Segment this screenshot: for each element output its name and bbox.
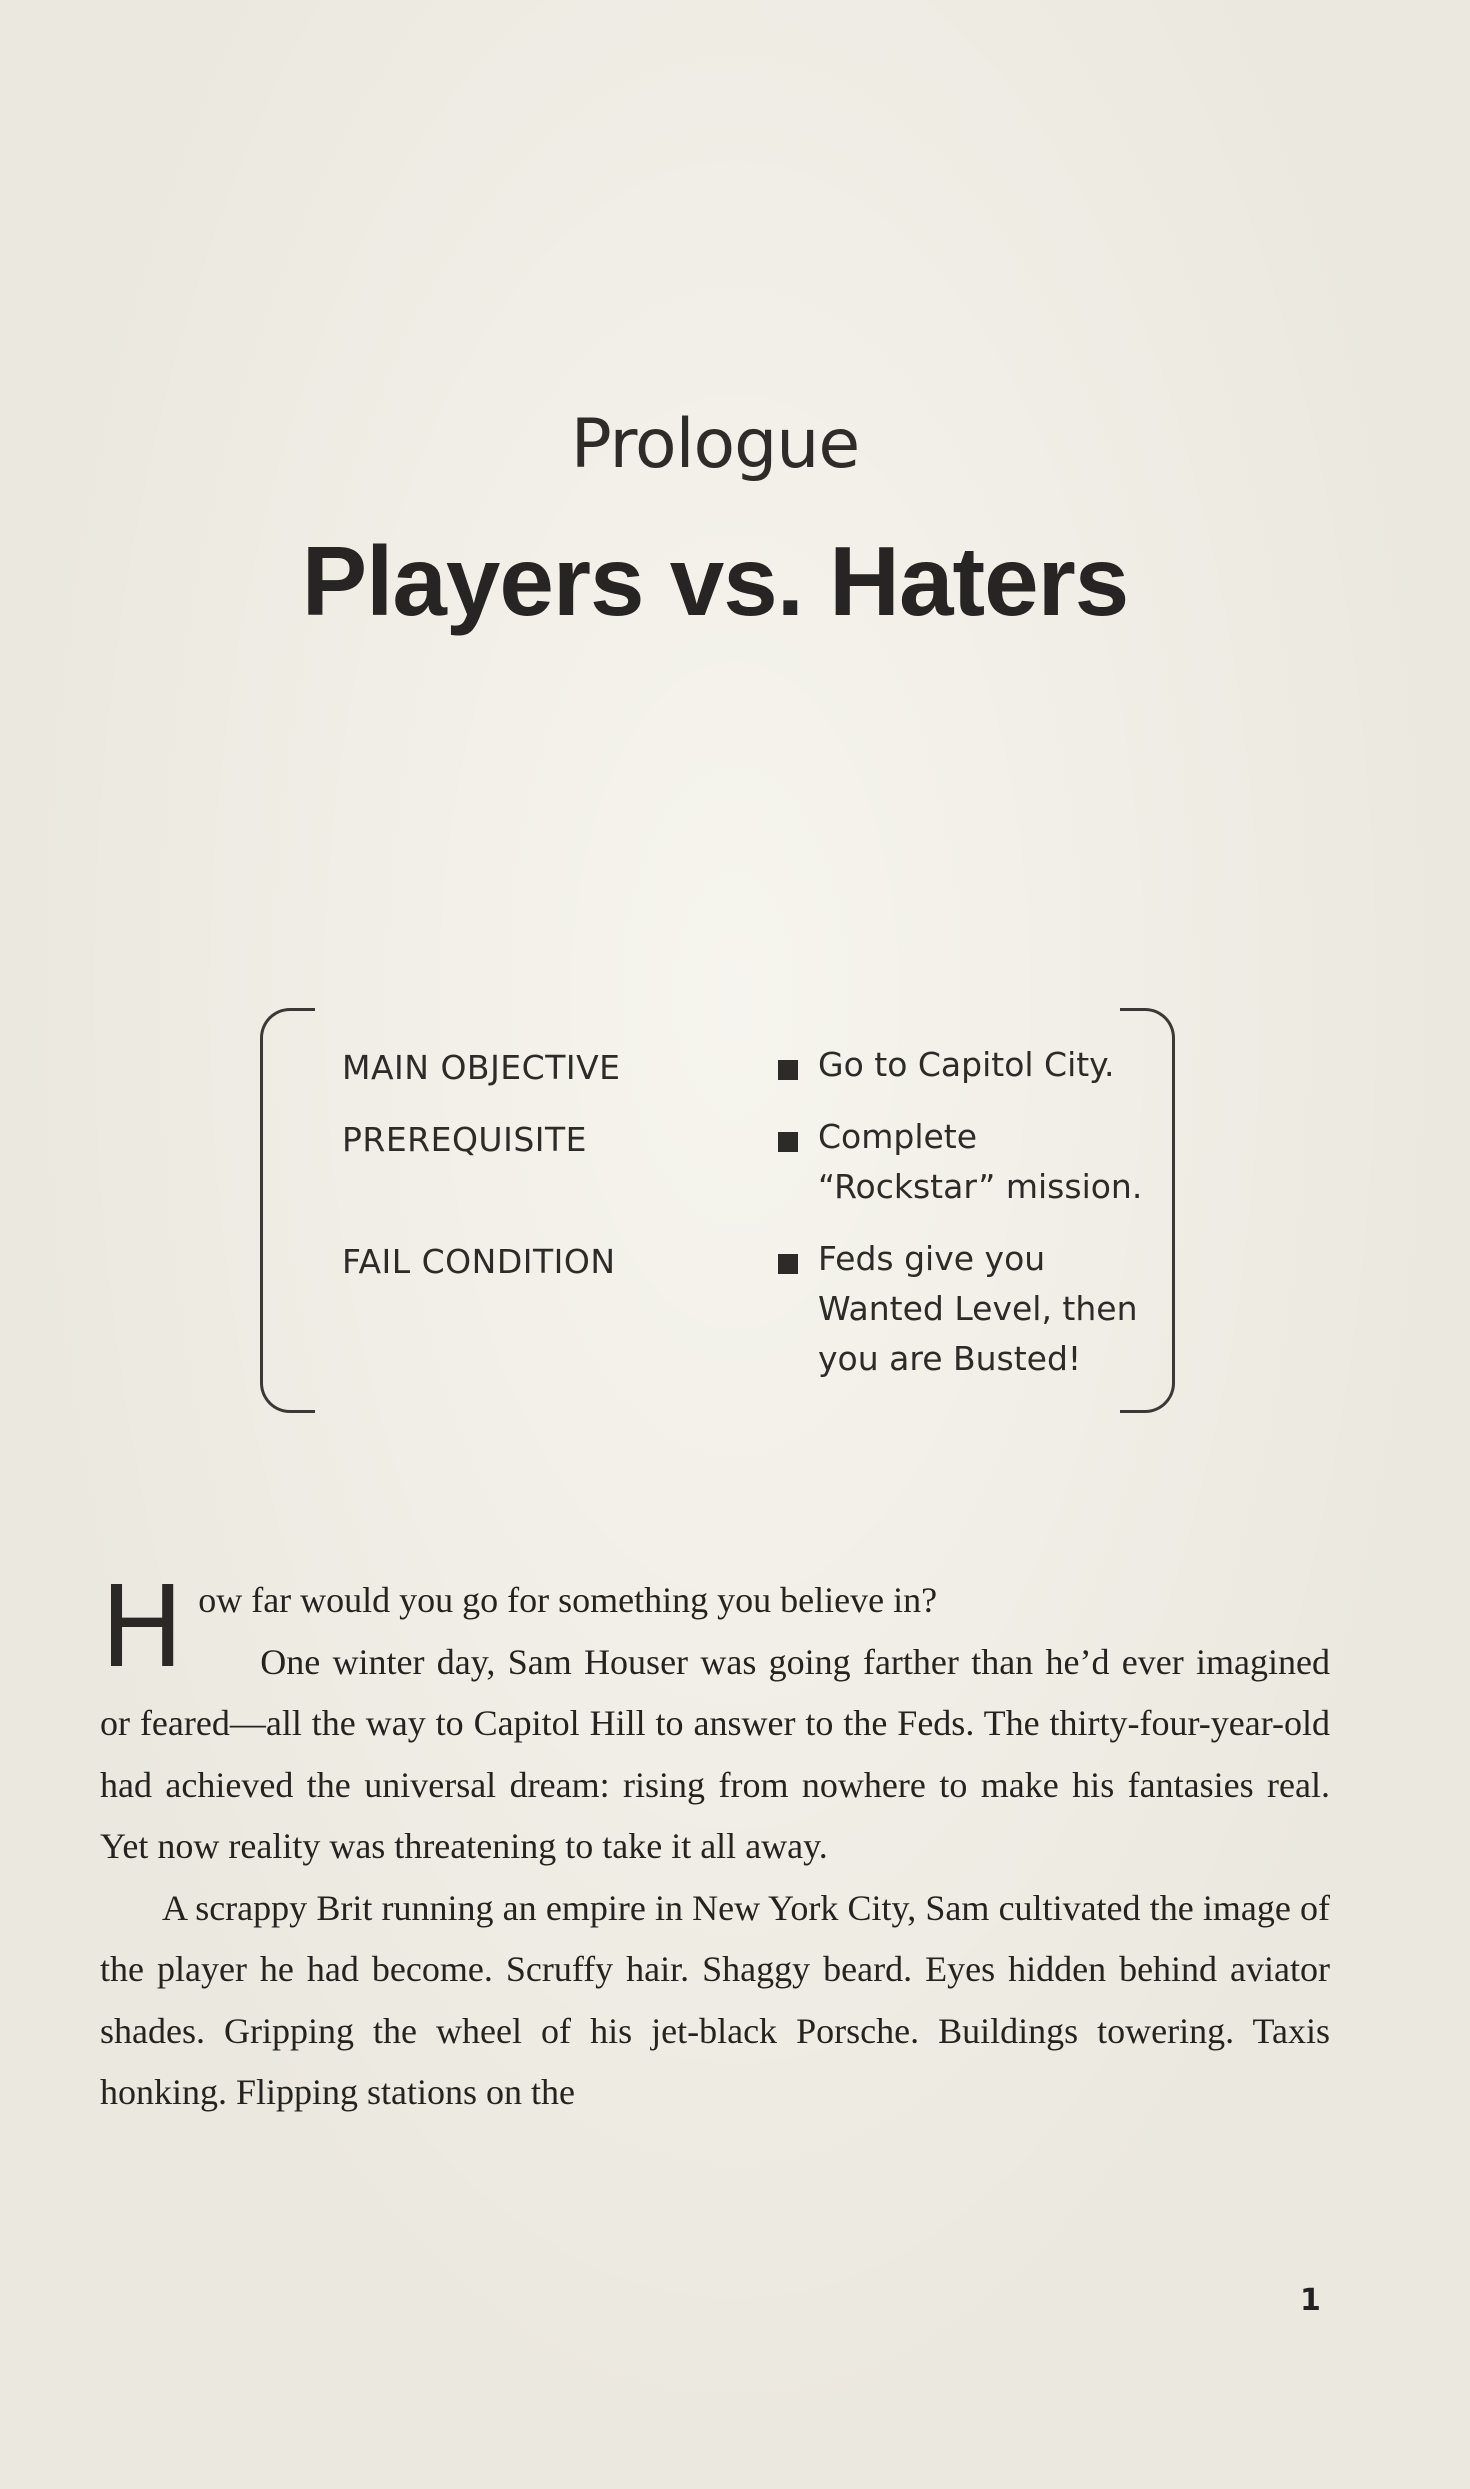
page-number: 1: [1300, 2283, 1321, 2318]
objective-value: Feds give you Wanted Level, then you are Busted!: [818, 1239, 1138, 1378]
square-bullet-icon: [778, 1132, 798, 1152]
square-bullet-icon: [778, 1060, 798, 1080]
paragraph: [100, 1563, 1330, 1693]
drop-cap: H: [100, 1563, 185, 1693]
paragraph: One winter day, Sam Houser was going farther than he’d ever imagined or feared—all the way to Capitol Hill to answer to the Feds. The thirty-four-year-old had achieved the universal dream: rising from nowhere to make his fantasies real. Yet now reality was threatening to take it all away.: [100, 1641, 1330, 1866]
objective-key: PREREQUISITE: [342, 1120, 588, 1159]
objective-key: MAIN OBJECTIVE: [342, 1048, 621, 1087]
paragraph: A scrappy Brit running an empire in New York City, Sam cultivated the image of the player he had become. Scruffy hair. Shaggy beard. Eyes hidden behind aviator shades. Gripping the wheel of his jet-black Porsche. Buildings towering. Taxis honking. Flipping stations on the: [100, 1887, 1330, 2112]
body-text: [100, 1563, 1330, 2124]
objective-value: Complete “Rockstar” mission.: [818, 1117, 1143, 1206]
square-bullet-icon: [778, 1254, 798, 1274]
chapter-title: Players vs. Haters: [301, 526, 1129, 636]
paragraph-text: ow far would you go for something you believe in?: [198, 1580, 938, 1620]
chapter-label: Prologue: [570, 405, 860, 484]
left-bracket: [260, 1008, 315, 1413]
objective-value: Go to Capitol City.: [818, 1045, 1115, 1084]
objective-key: FAIL CONDITION: [342, 1242, 616, 1281]
objectives-box: [260, 1008, 1175, 1413]
